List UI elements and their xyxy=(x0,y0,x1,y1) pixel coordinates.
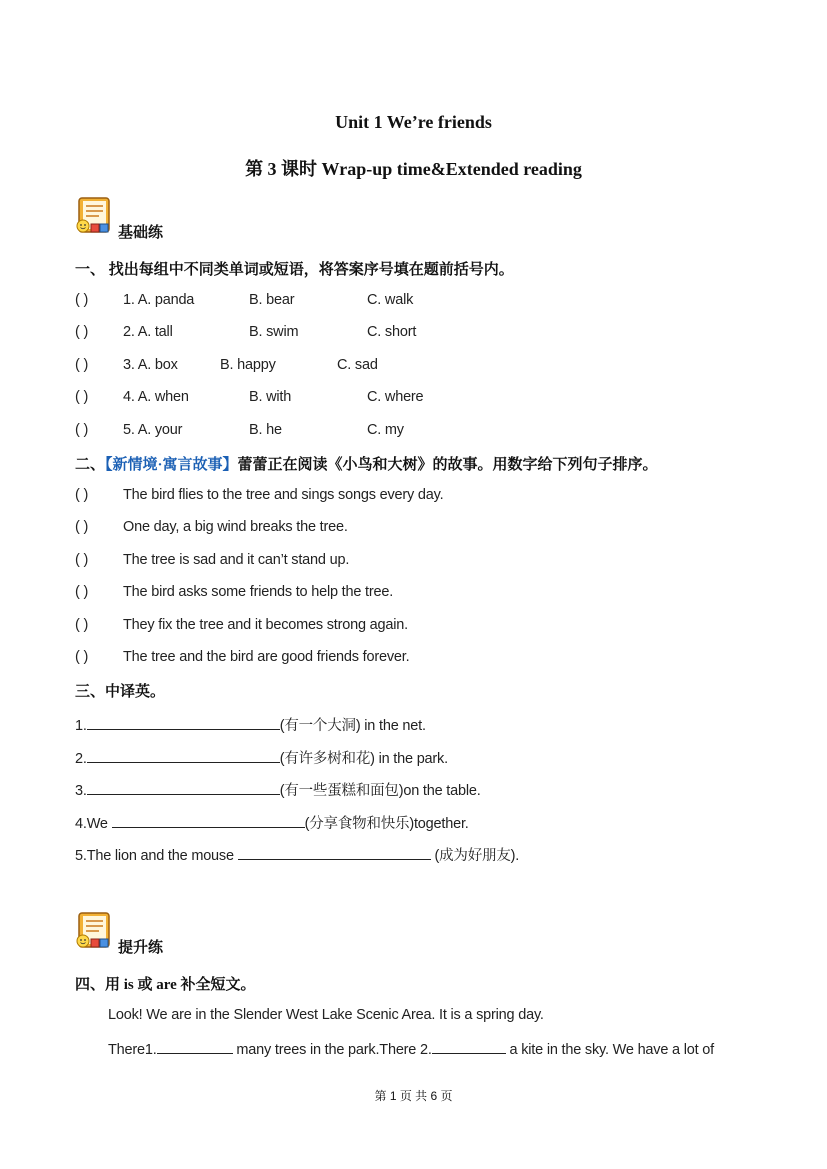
level-label-advanced: 提升练 xyxy=(118,940,164,956)
page-title: Unit 1 We’re friends xyxy=(335,112,492,132)
passage-line: Look! We are in the Slender West Lake Scenic Area. It is a spring day. xyxy=(108,1007,544,1023)
answer-bracket[interactable]: ( ) xyxy=(75,487,89,503)
answer-blank[interactable] xyxy=(157,1039,233,1054)
list-item: ( ) They fix the tree and it becomes strong again. xyxy=(75,617,408,633)
list-item: ( ) The bird flies to the tree and sings songs every day. xyxy=(75,487,444,503)
answer-blank[interactable] xyxy=(432,1039,506,1054)
list-item: ( ) The tree is sad and it can’t stand up. xyxy=(75,552,350,568)
level-label-basic: 基础练 xyxy=(118,225,164,241)
answer-bracket[interactable]: ( ) xyxy=(75,584,89,600)
answer-blank[interactable] xyxy=(87,780,280,795)
passage-line: There1. many trees in the park.There 2. a kite in the sky. We have a lot of xyxy=(108,1039,714,1058)
answer-bracket[interactable]: ( ) xyxy=(75,422,89,438)
answer-blank[interactable] xyxy=(87,748,280,763)
answer-bracket[interactable]: ( ) xyxy=(75,617,89,633)
list-item: ( ) 3. A. box B. happy C. sad xyxy=(75,357,378,373)
list-item: 3. (有一些蛋糕和面包)on the table. xyxy=(75,779,481,800)
context-tag: 【新情境·寓言故事】 xyxy=(105,457,238,473)
list-item: ( ) The tree and the bird are good friends forever. xyxy=(75,649,410,665)
answer-blank[interactable] xyxy=(112,813,305,828)
answer-bracket[interactable]: ( ) xyxy=(75,292,89,308)
answer-bracket[interactable]: ( ) xyxy=(75,519,89,535)
answer-blank[interactable] xyxy=(238,845,431,860)
page-footer: 第 1 页 共 6 页 xyxy=(374,1089,453,1103)
answer-bracket[interactable]: ( ) xyxy=(75,649,89,665)
answer-bracket[interactable]: ( ) xyxy=(75,357,89,373)
answer-bracket[interactable]: ( ) xyxy=(75,324,89,340)
lesson-subtitle: 第 3 课时 Wrap-up time&Extended reading xyxy=(245,159,582,179)
exercise-book-icon xyxy=(74,911,114,951)
section3-heading: 三、中译英。 xyxy=(75,684,166,700)
section4-heading: 四、用 is 或 are 补全短文。 xyxy=(75,977,256,993)
list-item: ( ) 5. A. your B. he C. my xyxy=(75,422,404,438)
list-item: ( ) 1. A. panda B. bear C. walk xyxy=(75,292,414,308)
answer-blank[interactable] xyxy=(87,715,280,730)
list-item: 4.We (分享食物和快乐)together. xyxy=(75,812,469,833)
section2-heading: 二、【新情境·寓言故事】蕾蕾正在阅读《小鸟和大树》的故事。用数字给下列句子排序。 xyxy=(75,457,658,473)
list-item: ( ) 2. A. tall B. swim C. short xyxy=(75,324,417,340)
list-item: ( ) One day, a big wind breaks the tree. xyxy=(75,519,348,535)
answer-bracket[interactable]: ( ) xyxy=(75,389,89,405)
list-item: 2. (有许多树和花) in the park. xyxy=(75,747,448,768)
list-item: ( ) The bird asks some friends to help the tree. xyxy=(75,584,394,600)
list-item: 1. (有一个大洞) in the net. xyxy=(75,714,426,735)
section1-heading: 一、 找出每组中不同类单词或短语，将答案序号填在题前括号内。 xyxy=(75,262,514,278)
exercise-book-icon xyxy=(74,196,114,236)
list-item: ( ) 4. A. when B. with C. where xyxy=(75,389,424,405)
list-item: 5.The lion and the mouse (成为好朋友). xyxy=(75,844,519,865)
answer-bracket[interactable]: ( ) xyxy=(75,552,89,568)
